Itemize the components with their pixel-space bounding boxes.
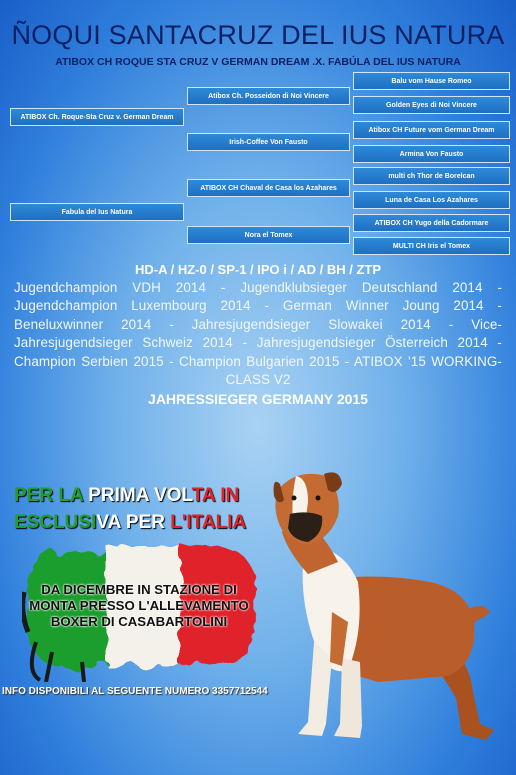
titles-paragraph: Jugendchampion VDH 2014 - Jugendklubsieger Deutschland 2014 - Jugendchampion Luxembourg 2014 - German Winner Joung 2014 - Beneluxwinner 2014 - Jahresjugendsieger Slowakei 2014 - Vice-Jahresjugendsieger Schweiz 2014 - Jahresjugendsieger Österreich 2014 - Champion Serbien 2015 - Champion Bulgarien 2015 - ATIBOX '15 WORKING-CLASS V2 bbox=[14, 280, 502, 388]
pedigree-grandparent-4: Nora el Tomex bbox=[187, 226, 350, 244]
pedigree-great-grandparent-5: multi ch Thor de Borelcan bbox=[353, 167, 510, 185]
pedigree-grandparent-1: Atibox Ch. Posseidon di Noi Vincere bbox=[187, 87, 350, 105]
pedigree-great-grandparent-7: ATIBOX CH Yugo della Cadormare bbox=[353, 214, 510, 232]
contact-info: INFO DISPONIBILI AL SEGUENTE NUMERO 3357712544 bbox=[2, 686, 268, 697]
pedigree-great-grandparent-6: Luna de Casa Los Azahares bbox=[353, 191, 510, 209]
parents-line: ATIBOX CH ROQUE STA CRUZ V GERMAN DREAM .X. FABÚLA DEL IUS NATURA bbox=[55, 56, 461, 68]
pedigree-sire: ATIBOX Ch. Roque-Sta Cruz v. German Dream bbox=[10, 108, 184, 126]
pedigree-great-grandparent-8: MULTI CH Iris el Tomex bbox=[353, 237, 510, 255]
pedigree-great-grandparent-3: Atibox CH Future vom German Dream bbox=[353, 121, 510, 139]
dog-name-title: ÑOQUI SANTACRUZ DEL IUS NATURA bbox=[11, 20, 505, 50]
health-line: HD-A / HZ-0 / SP-1 / IPO i / AD / BH / ZTP bbox=[134, 262, 382, 277]
promo-line-2: ESCLUSIVA PER L'ITALIA bbox=[14, 512, 247, 533]
winner-line: JAHRESSIEGER GERMANY 2015 bbox=[148, 391, 368, 407]
stud-station-text: DA DICEMBRE IN STAZIONE DI MONTA PRESSO L'ALLEVAMENTO BOXER DI CASABARTOLINI bbox=[29, 582, 249, 629]
pedigree-grandparent-2: Irish-Coffee Von Fausto bbox=[187, 133, 350, 151]
pedigree-dam: Fabula del Ius Natura bbox=[10, 203, 184, 221]
pedigree-grandparent-3: ATIBOX CH Chaval de Casa los Azahares bbox=[187, 179, 350, 197]
pedigree-great-grandparent-4: Armina Von Fausto bbox=[353, 145, 510, 163]
pedigree-great-grandparent-2: Golden Eyes di Noi Vincere bbox=[353, 96, 510, 114]
boxer-dog-image bbox=[268, 462, 504, 752]
promo-line-1: PER LA PRIMA VOLTA IN bbox=[14, 485, 240, 506]
pedigree-great-grandparent-1: Balu vom Hause Romeo bbox=[353, 72, 510, 90]
